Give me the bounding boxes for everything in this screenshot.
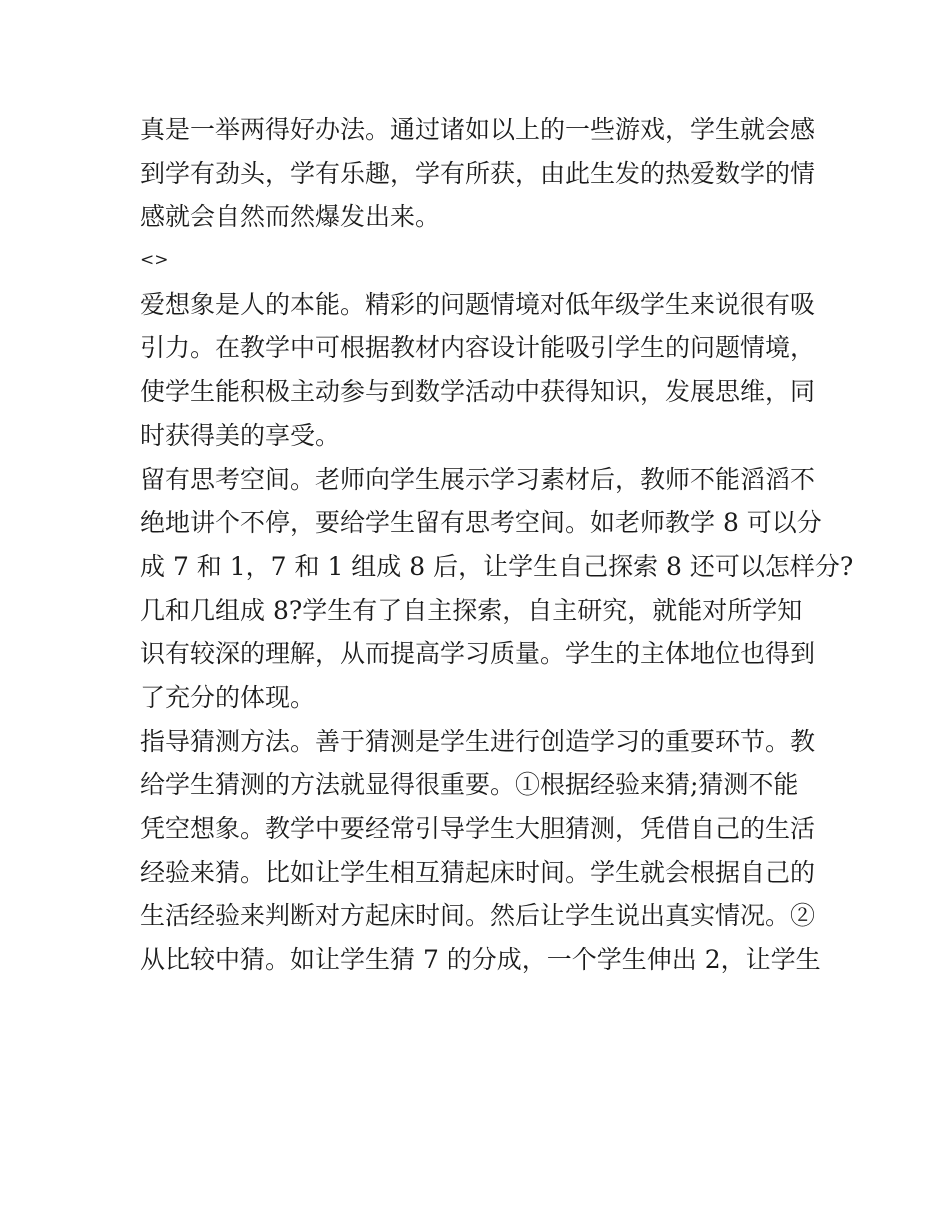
document-page <box>140 108 854 982</box>
text-line: 成 7 和 1，7 和 1 组成 8 后，让学生自己探索 8 还可以怎样分? <box>140 551 854 581</box>
text-line: 感就会自然而然爆发出来。 <box>140 202 441 232</box>
text-line: 从比较中猜。如让学生猜 7 的分成，一个学生伸出 2，让学生 <box>140 945 821 975</box>
text-line: 留有思考空间。老师向学生展示学习素材后，教师不能滔滔不 <box>140 464 816 494</box>
text-line: 使学生能积极主动参与到数学活动中获得知识，发展思维，同 <box>140 377 816 407</box>
text-line: 给学生猜测的方法就显得很重要。①根据经验来猜;猜测不能 <box>140 770 799 800</box>
text-line: 引力。在教学中可根据教材内容设计能吸引学生的问题情境， <box>140 333 816 363</box>
text-line: 绝地讲个不停，要给学生留有思考空间。如老师教学 8 可以分 <box>140 508 822 538</box>
paragraph-3 <box>140 458 854 720</box>
text-line: 识有较深的理解，从而提高学习质量。学生的主体地位也得到 <box>140 639 816 669</box>
text-line: 时获得美的享受。 <box>140 420 341 450</box>
paragraph-4 <box>140 720 820 982</box>
paragraph-1 <box>140 108 820 239</box>
text-line: 爱想象是人的本能。精彩的问题情境对低年级学生来说很有吸 <box>140 289 816 319</box>
text-line: 经验来猜。比如让学生相互猜起床时间。学生就会根据自己的 <box>140 857 816 887</box>
text-line: 指导猜测方法。善于猜测是学生进行创造学习的重要环节。教 <box>140 726 816 756</box>
paragraph-2 <box>140 283 820 458</box>
text-line: 了充分的体现。 <box>140 682 316 712</box>
text-line: 真是一举两得好办法。通过诸如以上的一些游戏，学生就会感 <box>140 115 816 144</box>
text-line: 生活经验来判断对方起床时间。然后让学生说出真实情况。② <box>140 901 816 931</box>
section-marker-text: <> <box>140 250 169 271</box>
text-line: 几和几组成 8?学生有了自主探索，自主研究，就能对所学知 <box>140 595 803 625</box>
text-line: 凭空想象。教学中要经常引导学生大胆猜测，凭借自己的生活 <box>140 814 816 843</box>
section-marker <box>140 239 820 283</box>
text-line: 到学有劲头，学有乐趣，学有所获，由此生发的热爱数学的情 <box>140 158 816 188</box>
